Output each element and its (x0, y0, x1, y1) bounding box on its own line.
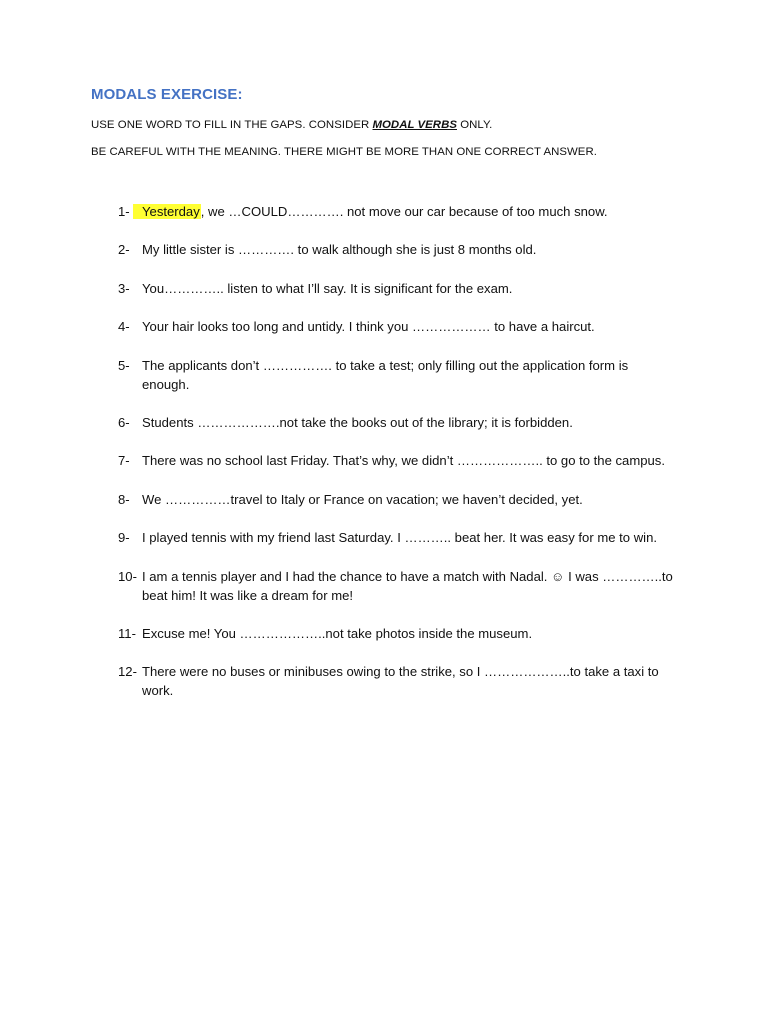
question-text: Your hair looks too long and untidy. I think you ……………… to have a haircut. (142, 319, 595, 335)
question-number: 7- (118, 453, 130, 469)
question-8 (118, 490, 678, 509)
instruction-1-suffix: ONLY. (457, 119, 493, 131)
highlighted-word: Yesterday (133, 204, 201, 219)
instruction-1-emphasis: MODAL VERBS (372, 119, 457, 131)
question-number: 12- (118, 664, 137, 680)
question-text: The applicants don’t ……………. to take a test; only filling out the application form is enough. (142, 357, 629, 392)
question-text: We ……………travel to Italy or France on vacation; we haven’t decided, yet. (142, 491, 583, 507)
question-11 (118, 624, 678, 643)
page-title: MODALS EXERCISE: (91, 86, 243, 103)
question-number: 10- (118, 568, 137, 584)
question-text: You………….. listen to what I’ll say. It is significant for the exam. (142, 280, 513, 296)
question-text: , we …COULD…………. not move our car because of too much snow. (200, 204, 608, 219)
question-5 (118, 356, 678, 394)
question-7 (118, 451, 678, 470)
question-12 (118, 662, 678, 700)
question-number: 11- (118, 625, 136, 641)
question-number: 8- (118, 491, 130, 507)
question-10 (118, 567, 678, 605)
question-text: I played tennis with my friend last Saturday. I ……….. beat her. It was easy for me to win. (142, 530, 657, 546)
question-text: Students ……………….not take the books out of the library; it is forbidden. (142, 414, 573, 430)
question-9 (118, 528, 678, 547)
question-number: 2- (118, 242, 130, 258)
question-number: 6- (118, 414, 130, 430)
question-2 (118, 240, 678, 259)
question-text: My little sister is …………. to walk although she is just 8 months old. (142, 242, 537, 258)
question-3 (118, 279, 678, 298)
instruction-line-2: BE CAREFUL WITH THE MEANING. THERE MIGHT BE MORE THAN ONE CORRECT ANSWER. (91, 146, 597, 158)
question-number: 5- (118, 357, 130, 373)
question-number: 1- (118, 204, 130, 219)
question-6 (118, 413, 678, 432)
question-list (118, 202, 678, 720)
instruction-1-prefix: USE ONE WORD TO FILL IN THE GAPS. CONSIDER (91, 119, 373, 131)
instruction-line-1 (91, 119, 492, 131)
question-1 (118, 202, 678, 221)
question-4 (118, 317, 678, 336)
question-number: 3- (118, 280, 130, 296)
question-text: There was no school last Friday. That’s why, we didn’t ……………….. to go to the campus. (142, 453, 665, 469)
question-text: I am a tennis player and I had the chance to have a match with Nadal. ☺ I was …………..to beat him! It was like a dream for me! (142, 568, 673, 603)
question-number: 9- (118, 530, 130, 546)
question-text: There were no buses or minibuses owing to the strike, so I ………………..to take a taxi to work. (142, 664, 659, 699)
question-text: Excuse me! You ………………..not take photos inside the museum. (142, 625, 533, 641)
question-number: 4- (118, 319, 130, 335)
